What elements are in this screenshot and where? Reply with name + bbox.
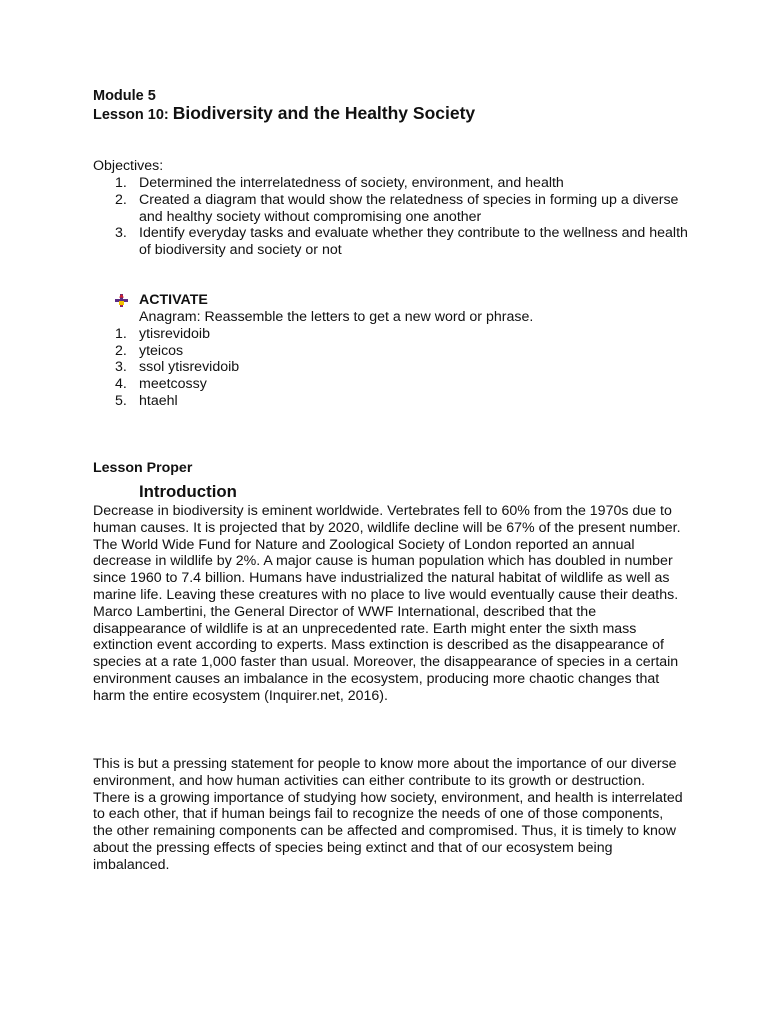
anagram-number: 4. xyxy=(115,376,127,393)
anagram-item xyxy=(93,326,713,343)
anagram-text: ssol ytisrevidoib xyxy=(139,359,240,376)
activate-label: ACTIVATE xyxy=(139,292,208,308)
objective-item xyxy=(93,192,693,226)
lesson-heading xyxy=(93,105,475,124)
activate-section xyxy=(93,292,713,410)
anagram-number: 2. xyxy=(115,342,127,359)
anagram-list xyxy=(93,326,713,410)
objective-text: Identify everyday tasks and evaluate whether they contribute to the wellness and health of biodiversity and society or not xyxy=(139,225,688,259)
activate-heading xyxy=(93,292,713,309)
anagram-number: 1. xyxy=(115,325,127,342)
objective-item xyxy=(93,175,693,192)
anagram-item xyxy=(93,343,713,360)
objective-number: 3. xyxy=(115,225,127,242)
anagram-text: meetcossy xyxy=(139,376,207,393)
anagram-text: yteicos xyxy=(139,342,184,359)
lesson-proper-heading: Lesson Proper xyxy=(93,460,193,476)
lesson-label: Lesson 10: xyxy=(93,107,169,123)
objective-text: Determined the interrelatedness of society, environment, and health xyxy=(139,175,564,191)
lesson-title: Biodiversity and the Healthy Society xyxy=(172,103,476,123)
anagram-number: 5. xyxy=(115,392,127,409)
objective-item xyxy=(93,225,693,259)
anagram-number: 3. xyxy=(115,359,127,376)
anagram-item xyxy=(93,376,713,393)
four-arrows-bullet-icon xyxy=(115,294,128,307)
module-heading: Module 5 xyxy=(93,88,156,104)
objective-number: 1. xyxy=(115,175,127,191)
introduction-heading: Introduction xyxy=(139,482,237,501)
objective-number: 2. xyxy=(115,191,127,208)
anagram-text: ytisrevidoib xyxy=(139,325,210,342)
objectives-heading: Objectives: xyxy=(93,158,164,174)
objective-text: Created a diagram that would show the relatedness of species in forming up a diverse and healthy society without compromising one another xyxy=(139,191,679,225)
introduction-paragraph: This is but a pressing statement for people to know more about the importance of our diverse environment, and how human activities can either contribute to its growth or destruction. There is a growing importance of studying how society, environment, and health is interrelated to each other, that if human beings fail to recognize the needs of one of those components, the other remaining components can be affected and compromised. Thus, it is timely to know about the pressing effects of species being extinct and that of our ecosystem being imbalanced. xyxy=(93,756,683,873)
anagram-item xyxy=(93,359,713,376)
introduction-paragraph: Decrease in biodiversity is eminent worldwide. Vertebrates fell to 60% from the 1970s due to human causes. It is projected that by 2020, wildlife decline will be 67% of the present number. The World Wide Fund for Nature and Zoological Society of London reported an annual decrease in wildlife by 2%. A major cause is human population which has doubled in number since 1960 to 7.4 billion. Humans have industrialized the natural habitat of wildlife as well as marine life. Leaving these creatures with no place to live would eventually cause their deaths. Marco Lambertini, the General Director of WWF International, described that the disappearance of wildlife is at an unprecedented rate. Earth might enter the sixth mass extinction event according to experts. Mass extinction is described as the disappearance of species at a rate 1,000 faster than usual. Moreover, the disappearance of species in a certain environment causes an imbalance in the ecosystem, producing more chaotic changes that harm the entire ecosystem (Inquirer.net, 2016). xyxy=(93,503,681,704)
anagram-item xyxy=(93,393,713,410)
anagram-text: htaehl xyxy=(139,392,178,409)
objectives-list xyxy=(93,175,693,259)
anagram-instruction: Anagram: Reassemble the letters to get a new word or phrase. xyxy=(139,309,534,325)
